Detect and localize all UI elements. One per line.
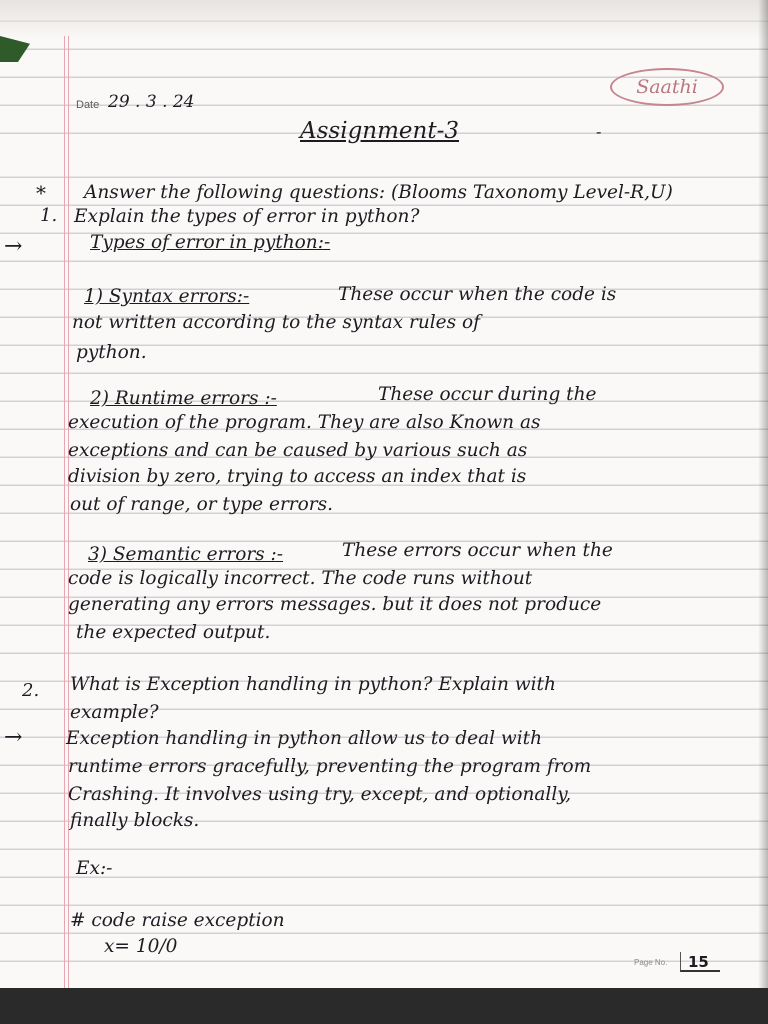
background-surface <box>0 988 768 1024</box>
semantic-errors-line-4: the expected output. <box>76 622 271 643</box>
semantic-errors-line-2: code is logically incorrect. The code runs without <box>68 568 533 589</box>
runtime-errors-heading: 2) Runtime errors :- <box>90 388 277 409</box>
date-value: 29 . 3 . 24 <box>108 92 195 112</box>
semantic-errors-line-1: These errors occur when the <box>342 540 613 561</box>
runtime-errors-line-2: execution of the program. They are also Known as <box>68 412 541 433</box>
page-edge-shadow <box>758 0 768 1024</box>
page-title: Assignment-3 <box>300 118 459 144</box>
question-2-line-1: What is Exception handling in python? Explain with <box>70 674 556 695</box>
brand-stamp-text: Saathi <box>636 76 698 98</box>
answer-arrow-icon: → <box>4 234 23 259</box>
question-1-number: 1. <box>40 205 58 226</box>
instruction-text: Answer the following questions: (Blooms Taxonomy Level-R,U) <box>84 182 673 203</box>
title-dash: - <box>596 122 602 141</box>
margin-line <box>64 36 65 996</box>
page-top-shadow <box>0 0 768 40</box>
runtime-errors-line-3: exceptions and can be caused by various such as <box>68 440 528 461</box>
syntax-errors-line-1: These occur when the code is <box>338 284 617 305</box>
question-1-text: Explain the types of error in python? <box>74 206 420 227</box>
types-of-error-intro: Types of error in python:- <box>90 232 331 253</box>
code-comment: # code raise exception <box>70 910 285 931</box>
star-marker-icon: * <box>36 181 46 205</box>
answer-arrow-icon: → <box>4 725 23 750</box>
exception-handling-line-1: Exception handling in python allow us to deal with <box>66 728 543 749</box>
semantic-errors-line-3: generating any errors messages. but it does not produce <box>68 594 602 615</box>
question-2-line-2: example? <box>70 702 159 723</box>
date-label: Date <box>76 99 100 111</box>
syntax-errors-line-3: python. <box>76 342 147 363</box>
page-number-label: Page No. <box>634 958 668 967</box>
semantic-errors-heading: 3) Semantic errors :- <box>88 544 284 565</box>
syntax-errors-line-2: not written according to the syntax rules of <box>72 312 480 333</box>
exception-handling-line-2: runtime errors gracefully, preventing the program from <box>68 756 592 777</box>
runtime-errors-line-1: These occur during the <box>378 384 597 405</box>
exception-handling-line-3: Crashing. It involves using try, except, and optionally, <box>68 784 572 805</box>
runtime-errors-line-5: out of range, or type errors. <box>70 494 333 515</box>
saathi-brand-stamp <box>610 68 724 106</box>
code-line: x= 10/0 <box>104 936 178 957</box>
example-label: Ex:- <box>76 858 113 879</box>
syntax-errors-heading: 1) Syntax errors:- <box>84 286 250 307</box>
exception-handling-line-4: finally blocks. <box>70 810 200 831</box>
margin-line <box>68 36 69 996</box>
runtime-errors-line-4: division by zero, trying to access an index that is <box>68 466 527 487</box>
page-number: 15 <box>688 953 709 971</box>
question-2-number: 2. <box>22 680 40 701</box>
